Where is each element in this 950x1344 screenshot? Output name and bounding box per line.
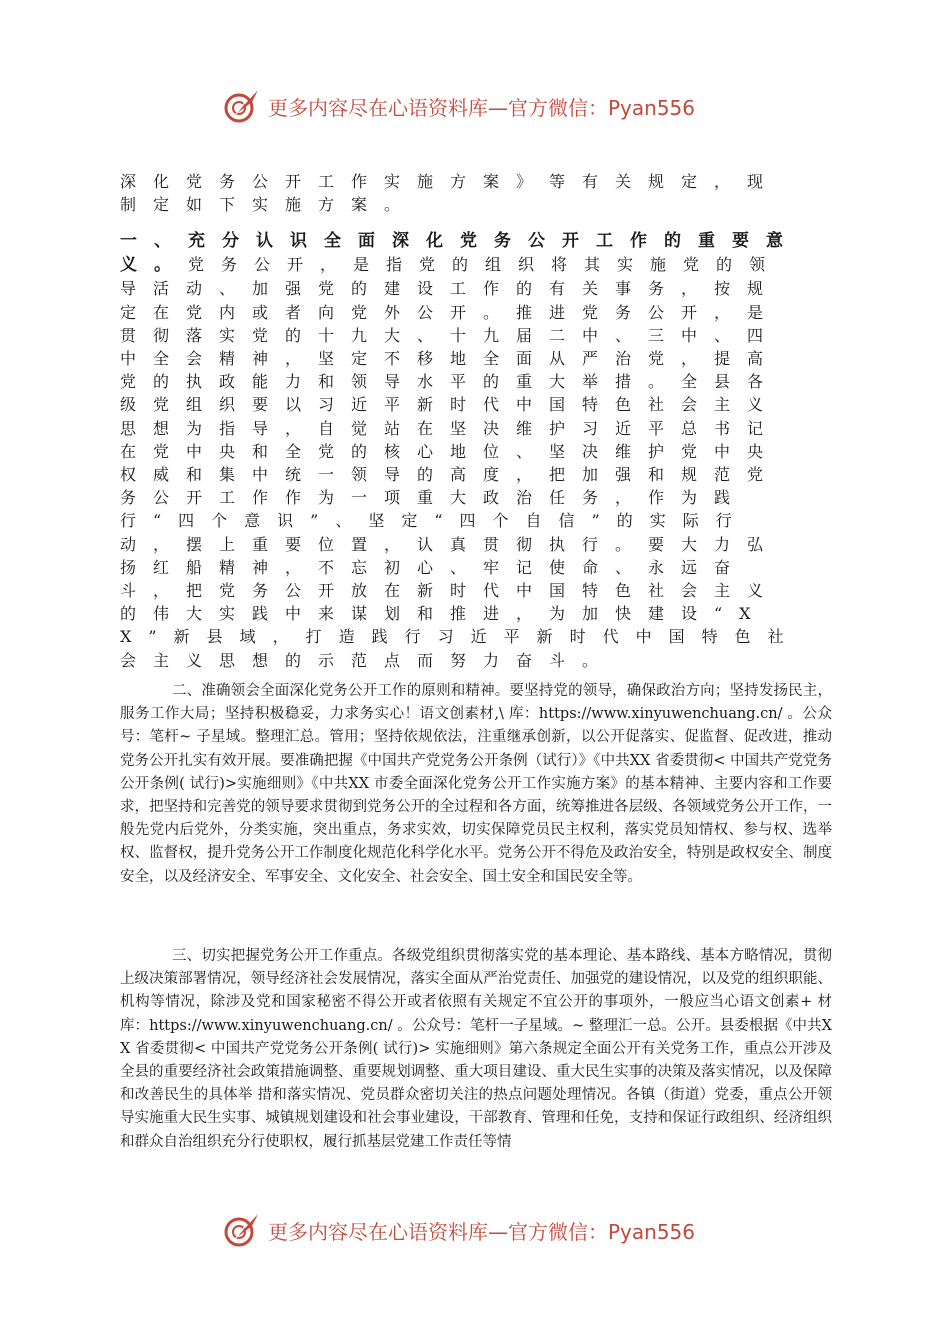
section-1-paragraph — [120, 229, 810, 672]
section-1-heading: 一、充分认识全面深化党务公开工作的重要意义。 — [120, 231, 800, 276]
footer-banner-text: 更多内容尽在心语资料库—官方微信：Pyan556 — [268, 1219, 696, 1244]
section-3-paragraph: 三、切实把握党务公开工作重点。各级党组织贯彻落实党的基本理论、基本路线、基本方略情况，贯彻上级决策部署情况，领导经济社会发展情况，落实全面从严治党责任、加强党的建设情况，以及党的组织职能、机构等情况，除涉及党和国家秘密不得公开或者依照有关规定不宜公开的事项外，一般应当心语文创素+ 材库：https://www.xinyuwenchuang.cn/ 。公众号：笔杆一子星域。~ 整理汇一总。公开。县委根据《中共XX 省委贯彻< 中国共产党党务公开条例( 试行)> 实施细则》第六条规定全面公开有关党务工作，重点公开涉及全县的重要经济社会政策措施调整、重要规划调整、重大项目建设、重大民生实事的决策及落实情况，以及保障和改善民生的具体举 措和落实情况、党员群众密切关注的热点问题处理情况。各镇（街道）党委，重点公开领导实施重大民生实事、城镇规划建设和社会事业建设，干部教育、管理和任免，支持和保证行政组织、经济组织和群众自治组织充分行使职权，履行抓基层党建工作责任等情 — [120, 948, 832, 1150]
header-banner-text: 更多内容尽在心语资料库—官方微信：Pyan556 — [268, 95, 696, 120]
quill-logo-icon — [222, 1210, 262, 1250]
section-1-body: 党务公开，是指党的组织将其实施党的领导活动、加强党的建设工作的有关事务，按规定在党内或者向党外公开。推进党务公开，是贯彻落实党的十九大、十九届二中、三中、四中全会精神，坚定不移地全面从严治党，提高党的执政能力和领导水平的重大举措。全县各级党组织要以习近平新时代中国特色社会主义思想为指导，自觉站在坚决维护习近平总书记在党中央和全党的核心地位、坚决维护党中央权威和集中统一领导的高度，把加强和规范党务公开工作作为一项重大政治任务，作为践行“四个意识”、坚定“四个自信”的实际行动，摆上重要位置，认真贯彻执行。要大力弘扬红船精神，不忘初心、牢记使命、永远奋斗，把党务公开放在新时代中国特色社会主义的伟大实践中来谋划和推进，为加快建设“XX”新县域，打造践行习近平新时代中国特色社会主义思想的示范点而努力奋斗。 — [120, 255, 801, 670]
header-banner — [222, 84, 742, 128]
section-2-paragraph: 二、准确领会全面深化党务公开工作的原则和精神。要坚持党的领导，确保政治方向；坚持发扬民主，服务工作大局；坚持积极稳妥，力求务实心！语文创素材,\ 库：https://www.xinyuwenchuang.cn/ 。公众号：笔杆~ 子星域。整理汇总。管用；坚持依规依法，注重继承创新，以公开促落实、促监督、促改进，推动党务公开扎实有效开展。要准确把握《中国共产党党务公开条例（试行）》《中共XX 省委贯彻< 中国共产党党务公开条例( 试行)>实施细则》《中共XX 市委全面深化党务公开工作实施方案》的基本精神、主要内容和工作要求，把坚持和完善党的领导要求贯彻到党务公开的全过程和各方面，统筹推进各层级、各领域党务公开工作，一般先党内后党外，分类实施，突出重点，务求实效，切实保障党员民主权利，落实党员知情权、参与权、选举权、监督权，提升党务公开工作制度化规范化科学化水平。党务公开不得危及政治安全，特别是政权安全、制度安全，以及经济安全、军事安全、文化安全、社会安全、国土安全和国民安全等。 — [120, 683, 832, 885]
intro-paragraph: 深化党务公开工作实施方案》等有关规定，现制定如下实施方案。 — [120, 172, 781, 215]
quill-logo-icon — [222, 86, 262, 126]
footer-banner — [222, 1208, 742, 1252]
